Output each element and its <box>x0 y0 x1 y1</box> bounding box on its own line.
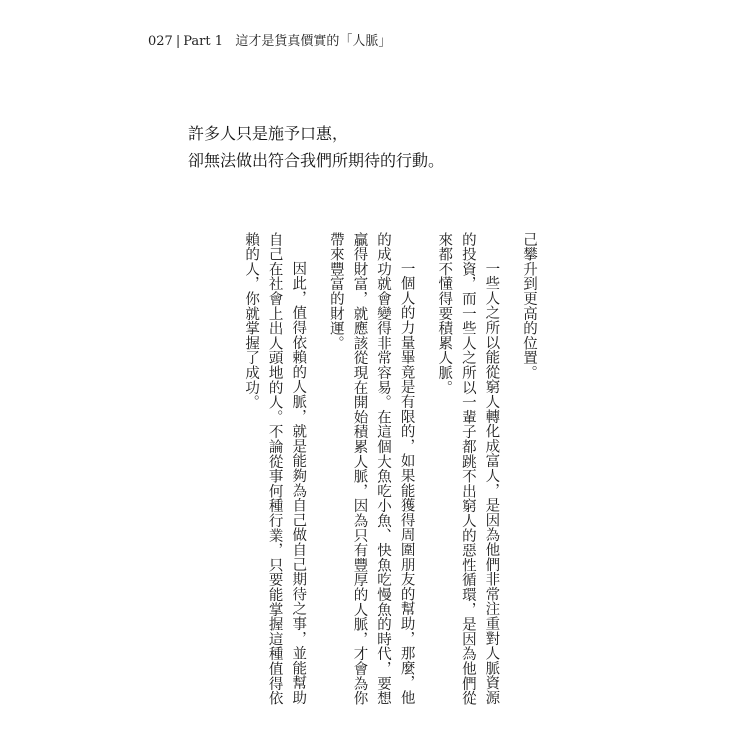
pull-quote-line-1: 許多人只是施予口惠， <box>188 124 349 143</box>
body-paragraph-2: 一些人之所以能從窮人轉化成富人，是因為他們非常注重對人脈資源的投資，而一些人之所以一輩子都跳不出窮人的惡性循環，是因為他們從來都不懂得要積累人脈。 <box>436 232 500 706</box>
pull-quote-line-2: 卻無法做出符合我們所期待的行動。 <box>188 151 445 170</box>
header-separator: | <box>175 34 181 49</box>
vertical-body-text <box>224 232 540 712</box>
body-paragraph-4: 因此，值得依賴的人脈，就是能夠為自己做自己期待之事，並能幫助自己在社會上出人頭地的人。不論從事何種行業，只要能掌握這種值得依賴的人，你就掌握了成功。 <box>243 232 307 706</box>
page-number: 027 <box>148 34 173 49</box>
body-paragraph-1: 己攀升到更高的位置。 <box>521 232 537 380</box>
body-paragraph-3: 一個人的力量畢竟是有限的，如果能獲得周圍朋友的幫助，那麼，他的成功就會變得非常容易。在這個大魚吃小魚、快魚吃慢魚的時代，要想贏得財富，就應該從現在開始積累人脈，因為只有豐厚的人脈，才會為你帶來豐富的財運。 <box>327 232 415 706</box>
running-header <box>148 34 391 50</box>
part-label: Part 1 <box>183 34 223 49</box>
pull-quote <box>188 120 444 174</box>
chapter-title: 這才是貨真價實的「人脈」 <box>235 34 392 49</box>
